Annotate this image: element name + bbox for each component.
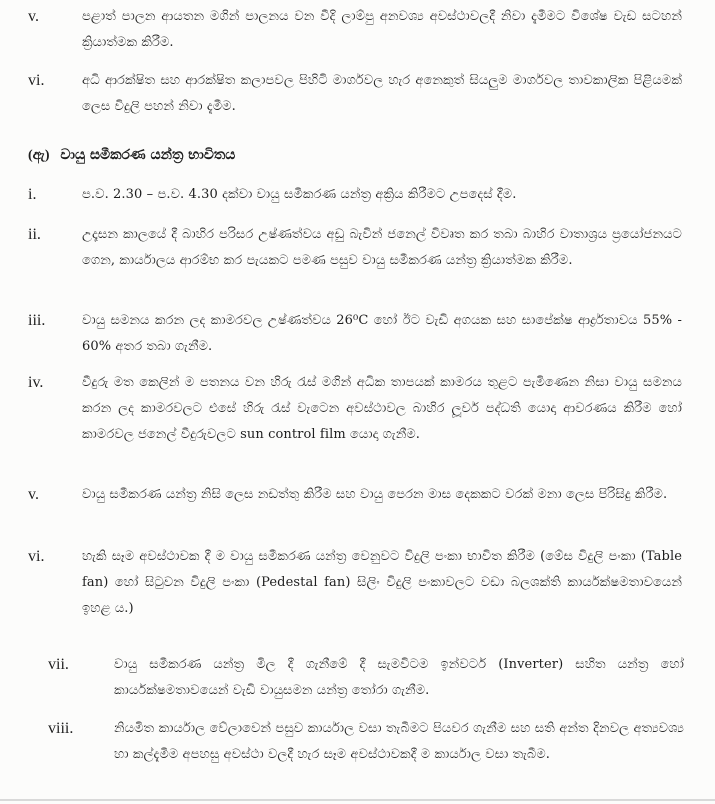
item-text: වායු සමීකරණ යන්ත්‍ර මිල දී ගැනීමේ දී සැමවිටම ඉන්වටර් (Inverter) සහිත යන්ත්‍ර හෝ කාර්යක්ෂමතාවයෙන් වැඩි වායුසමන යන්ත්‍ර තෝරා ගැනීම. [114,657,684,698]
item-number: iii. [28,312,46,329]
item-text: පළාත් පාලන ආයතන මගින් පාලනය වන වීදි ලාම්පු අනවශ්‍ය අවස්ථාවලදී නිවා දැමීමට විශේෂ වැඩ සටහන් ක්‍රියාත්මක කිරීම. [82,9,682,50]
item-text: වීදුරු මත කෙලින් ම පතනය වන හිරු රැස් මගින් අධික තාපයක් කාමරය තුළට පැමිණෙන නිසා වායු සමනය කරන ලද කාමරවලට එසේ හිරු රැස් වැටෙන අවස්ථාවල බාහිර ලූවර් පද්ධති යොදා ආවරණය කිරීම හෝ කාමරවල ජනෙල් වීදුරුවලට sun control film යොදා ගැනීම. [82,375,682,442]
item-number: vi. [28,72,45,89]
section-title: වායු සමීකරණ යන්ත්‍ර භාවිතය [60,147,236,163]
item-text: හැකි සෑම අවස්ථාවක දී ම වායු සමීකරණ යන්ත්‍ර වෙනුවට විදුලි පංකා භාවිත කිරීම (මේස විදුලි පංකා (Table fan) හෝ සිටුවන විදුලි පංකා (Pedestal fan) සිලිං විදුලි පංකාවලට වඩා බලශක්ති කාර්යක්ෂමතාවයෙන් ඉහළ ය.) [82,549,682,616]
item-number: vii. [48,656,69,673]
item-number: vi. [28,548,45,565]
item-text: උදෑසන කාලයේ දී බාහිර පරිසර උෂ්ණත්වය අඩු බැවින් ජනෙල් විවෘත කර තබා බාහිර වාතාශ්‍රය ප්‍රයෝජනයට ගෙන, කාර්යාලය ආරම්භ කර පැයකට පමණ පසුව වායු සමීකරණ යන්ත්‍ර ක්‍රියාත්මක කිරීම. [82,227,682,268]
item-text: වායු සමනය කරන ලද කාමරවල උෂ්ණත්වය 26⁰C හෝ ඊට වැඩි අගයක සහ සාපේක්ෂ ආර්ද්‍රතාවය 55% - 60% අතර තබා ගැනීම. [82,313,682,354]
section-heading [28,142,235,169]
item-number: v. [28,486,39,503]
item-text: වායු සමීකරණ යන්ත්‍ර නිසි ලෙස නඩත්තු කිරීම සහ වායු පෙරන මාස දෙකකට වරක් මනා ලෙස පිරිසිදු කිරීම. [82,487,668,502]
item-text: ප.ව. 2.30 – ප.ව. 4.30 දක්වා වායු සමීකරණ යන්ත්‍ර අක්‍රිය කිරීමට උපදෙස් දීම. [82,187,517,202]
item-number: i. [28,186,37,203]
item-number: viii. [48,720,74,737]
item-text: නියමිත කාර්යාල වේලාවෙන් පසුව කාර්යාල වසා තැබීමට පියවර ගැනීම සහ සති අන්ත දිනවල අත්‍යවශ්‍ය හා කල්දැමීම අපහසු අවස්ථා වලදී හැර සෑම අවස්ථාවකදී ම කාර්යාල වසා තැබීම. [114,721,684,762]
page-bottom-edge [0,799,715,801]
item-number: ii. [28,226,41,243]
item-text: අධි ආරක්ෂිත සහ ආරක්ෂිත කලාපවල පිහිටි මාර්ගවල හැර අනෙකුත් සියලුම මාර්ගවල තාවකාලික පිළියමක් ලෙස විදුලි පහන් නිවා දැමීම. [82,73,682,114]
section-label: (ඇ) [28,148,50,163]
item-number: v. [28,8,39,25]
item-number: iv. [28,374,44,391]
